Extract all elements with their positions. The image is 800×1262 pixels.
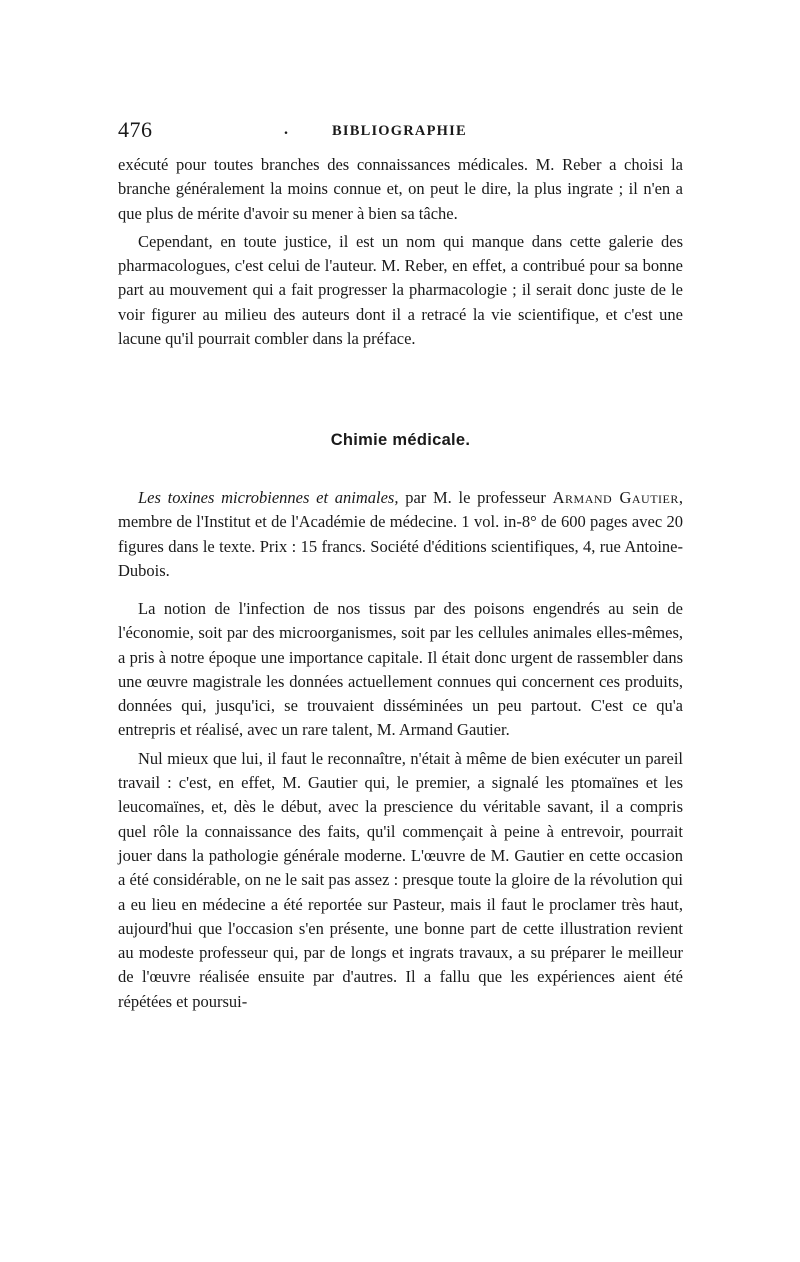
review-paragraph-2: Nul mieux que lui, il faut le reconnaître, n'était à même de bien exécuter un pareil travail : c'est, en effet, M. Gautier qui, le premier, a signalé les ptomaïnes et les leucomaïnes, et, dès le début, avec la prescience du véritable savant, il a compris quel rôle la connaissance des faits, qu'il commençait à peine à entrevoir, pourrait jouer dans la pathologie générale moderne. L'œuvre de M. Gautier en cette occasion a été considérable, on ne le sait pas assez : presque toute la gloire de la révolution qui a eu lieu en médecine a été reportée sur Pasteur, mais il faut le proclamer très haut, aujourd'hui que l'occasion s'en présente, une bonne part de cette illustration revient au modeste professeur qui, par de longs et ingrats travaux, a su préparer le meilleur de l'œuvre réalisée ensuite par d'autres. Il a fallu que les expériences aient été répétées et poursui- (118, 748, 683, 1011)
intro-section (118, 153, 683, 351)
reference-paragraph (118, 486, 683, 583)
page-header (118, 117, 683, 143)
reference-author: Armand Gautier (552, 488, 679, 507)
book-title: Les toxines microbiennes et animales, (138, 488, 399, 507)
review-paragraph-1: La notion de l'infection de nos tissus par des poisons engendrés au sein de l'économie, soit par des microorganismes, soit par les cellules animales elles-mêmes, a pris à notre époque une importance capitale. Il était donc urgent de rassembler dans une œuvre magistrale les données actuellement connues qui concernent ces produits, données qui, jusqu'ici, se trouvaient disséminées un peu partout. C'est ce qu'a entrepris et réalisé, avec un rare talent, M. Armand Gautier. (118, 599, 683, 740)
page-number: 476 (118, 117, 153, 142)
reference-details: , membre de l'Institut et de l'Académie de médecine. 1 vol. in-8° de 600 pages avec 20 figures dans le texte. Prix : 15 francs. Société d'éditions scientifiques, 4, rue Antoine-Dubois. (118, 488, 683, 580)
reference-by: par M. le professeur (398, 488, 553, 507)
reference-entry (118, 486, 683, 583)
section-title: Chimie médicale. (330, 431, 471, 449)
intro-paragraph-2: Cependant, en toute justice, il est un nom qui manque dans cette galerie des pharmacologues, c'est celui de l'auteur. M. Reber, en effet, a contribué pour sa bonne part au mouvement qui a fait progresser la pharmacologie ; il serait donc juste de le voir figurer au milieu des auteurs dont il a retracé la vie scientifique, et c'est une lacune qu'il pourrait combler dans la préface. (118, 231, 683, 349)
header-dot: . (284, 121, 288, 138)
review-section (118, 597, 683, 1014)
intro-paragraph-1: exécuté pour toutes branches des connaissances médicales. M. Reber a choisi la branche généralement la moins connue et, on peut le dire, la plus ingrate ; il n'en a que plus de mérite d'avoir su mener à bien sa tâche. (118, 155, 683, 223)
running-head: BIBLIOGRAPHIE (332, 123, 467, 139)
